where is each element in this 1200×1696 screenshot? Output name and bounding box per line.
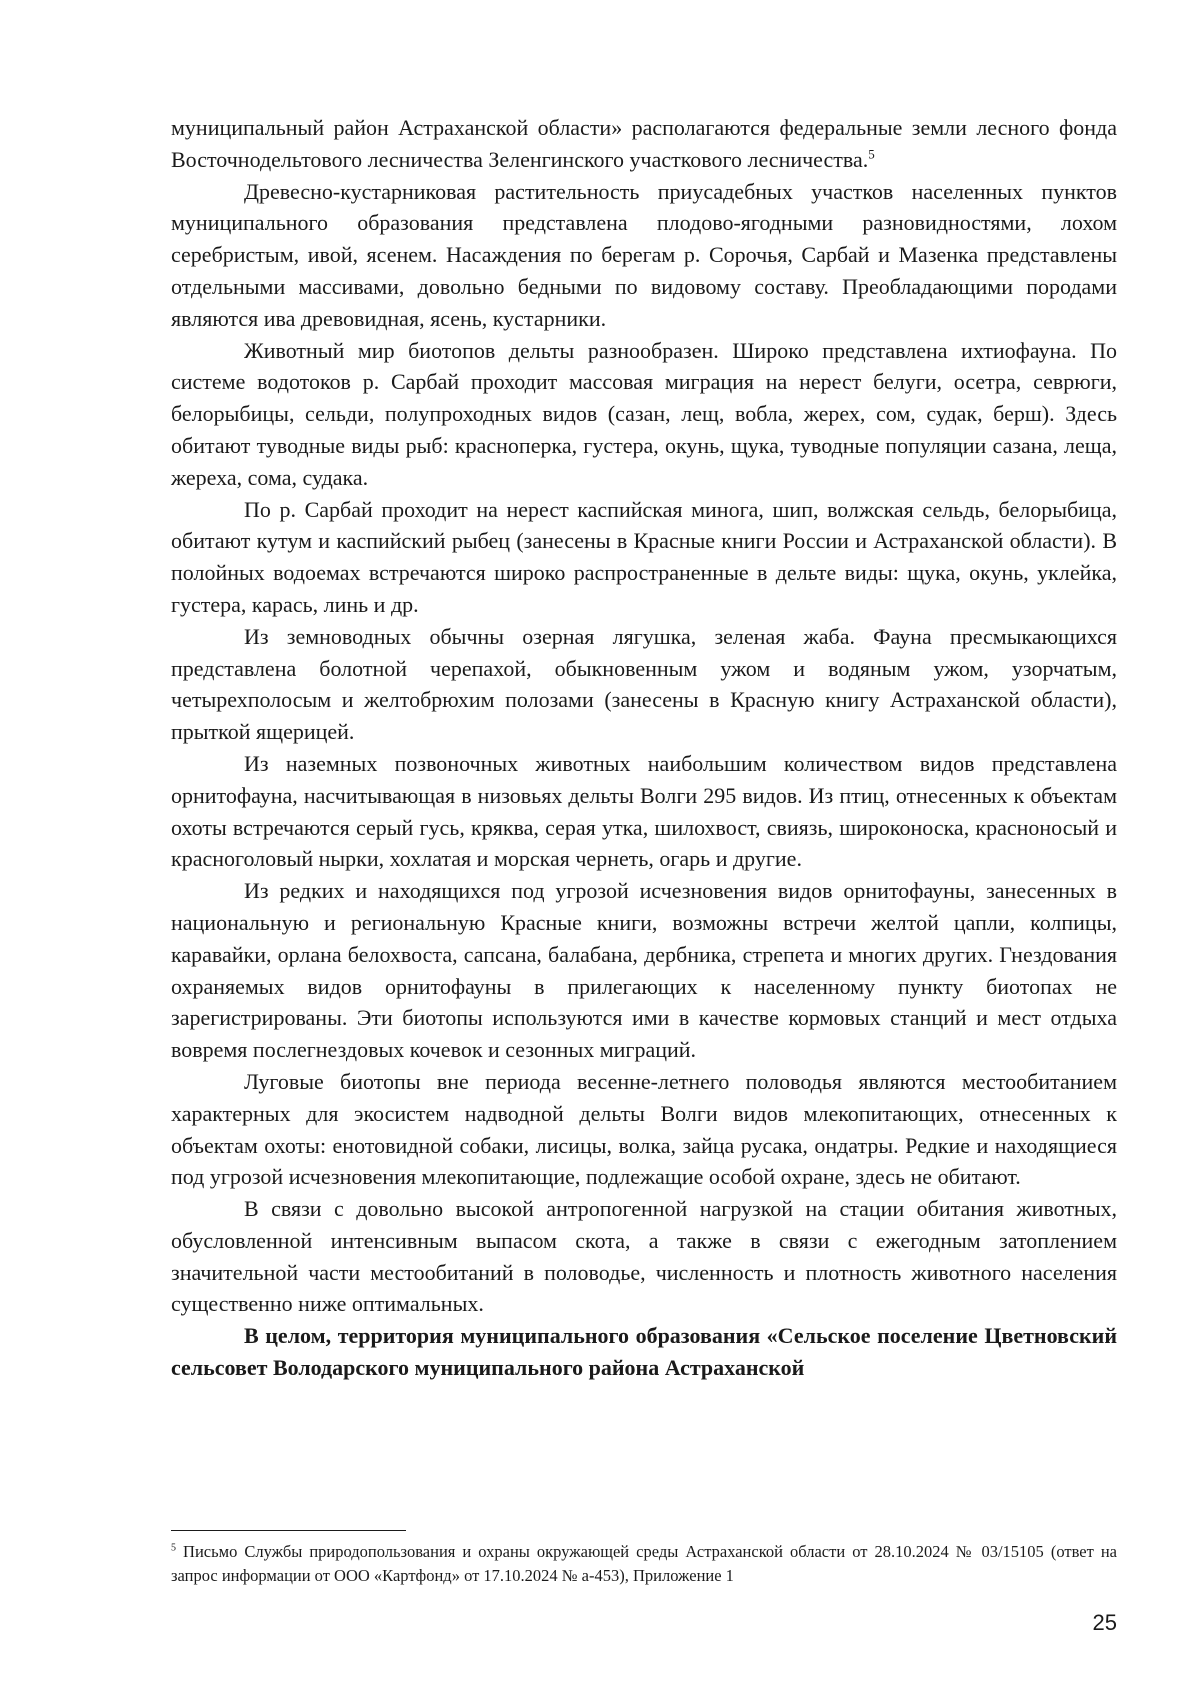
paragraph-conclusion: В целом, территория муниципального образования «Сельское поселение Цветновский сельсовет Володарского муниципального района Астраханской xyxy=(171,1323,1117,1381)
paragraph-vegetation: Древесно-кустарниковая растительность приусадебных участков населенных пунктов муниципального образования представлена плодово-ягодными разновидностями, лохом серебристым, ивой, ясенем. Насаждения по берегам р. Сорочья, Сарбай и Мазенка представлены отдельными массивами, довольно бедными по видовому составу. Преобладающими породами являются ива древовидная, ясень, кустарники. xyxy=(171,178,1117,331)
document-body xyxy=(171,112,1117,1384)
intro-paragraph xyxy=(171,112,1117,176)
footnote xyxy=(171,1540,1117,1588)
page-number: 25 xyxy=(1092,1610,1117,1635)
paragraph-fauna: Животный мир биотопов дельты разнообразен. Широко представлена ихтиофауна. По системе водотоков р. Сарбай проходит массовая миграция на нерест белуги, осетра, севрюги, белорыбицы, сельди, полупроходных видов (сазан, лещ, вобла, жерех, сом, судак, берш). Здесь обитают туводные виды рыб: красноперка, густера, окунь, щука, туводные популяции сазана, леща, жереха, сома, судака. xyxy=(171,337,1117,490)
paragraph-birds: Из наземных позвоночных животных наибольшим количеством видов представлена орнитофауна, насчитывающая в низовьях дельты Волги 295 видов. Из птиц, отнесенных к объектам охоты встречаются серый гусь, кряква, серая утка, шилохвост, свиязь, широконоска, красноносый и красноголовый нырки, хохлатая и морская чернеть, огарь и другие. xyxy=(171,750,1117,872)
intro-text: муниципальный район Астраханской области» располагаются федеральные земли лесного фонда Восточнодельтового лесничества Зеленгинского участкового лесничества. xyxy=(171,115,1117,172)
footnote-number: 5 xyxy=(171,1542,176,1554)
paragraph-rare-birds: Из редких и находящихся под угрозой исчезновения видов орнитофауны, занесенных в национальную и региональную Красные книги, возможны встречи желтой цапли, колпицы, каравайки, орлана белохвоста, сапсана, балабана, дербника, стрепета и многих других. Гнездования охраняемых видов орнитофауны в прилегающих к населенному пункту биотопах не зарегистрированы. Эти биотопы используются ими в качестве кормовых станций и мест отдыха вовремя послегнездовых кочевок и сезонных миграций. xyxy=(171,878,1117,1063)
paragraph-anthropogenic-load: В связи с довольно высокой антропогенной нагрузкой на стации обитания животных, обусловленной интенсивным выпасом скота, а также в связи с ежегодным затоплением значительной части местообитаний в половодье, численность и плотность животного населения существенно ниже оптимальных. xyxy=(171,1196,1117,1317)
footnote-separator xyxy=(171,1530,406,1531)
footnote-text: Письмо Службы природопользования и охраны окружающей среды Астраханской области от 28.10.2024 № 03/15105 (ответ на запрос информации от ООО «Картфонд» от 17.10.2024 № а-453), Приложение 1 xyxy=(171,1542,1117,1585)
footnote-reference: 5 xyxy=(868,146,875,162)
paragraph-mammals: Луговые биотопы вне периода весенне-летнего половодья являются местообитанием характерных для экосистем надводной дельты Волги видов млекопитающих, отнесенных к объектам охоты: енотовидной собаки, лисицы, волка, зайца русака, ондатры. Редкие и находящиеся под угрозой исчезновения млекопитающие, подлежащие особой охране, здесь не обитают. xyxy=(171,1068,1117,1190)
paragraph-amphibians: Из земноводных обычны озерная лягушка, зеленая жаба. Фауна пресмыкающихся представлена болотной черепахой, обыкновенным ужом и водяным ужом, узорчатым, четырехполосым и желтобрюхим полозами (занесены в Красную книгу Астраханской области), прыткой ящерицей. xyxy=(171,623,1117,745)
paragraph-sarbai-fish: По р. Сарбай проходит на нерест каспийская минога, шип, волжская сельдь, белорыбица, обитают кутум и каспийский рыбец (занесены в Красные книги России и Астраханской области). В полойных водоемах встречаются широко распространенные в дельте виды: щука, окунь, уклейка, густера, карась, линь и др. xyxy=(171,496,1117,617)
